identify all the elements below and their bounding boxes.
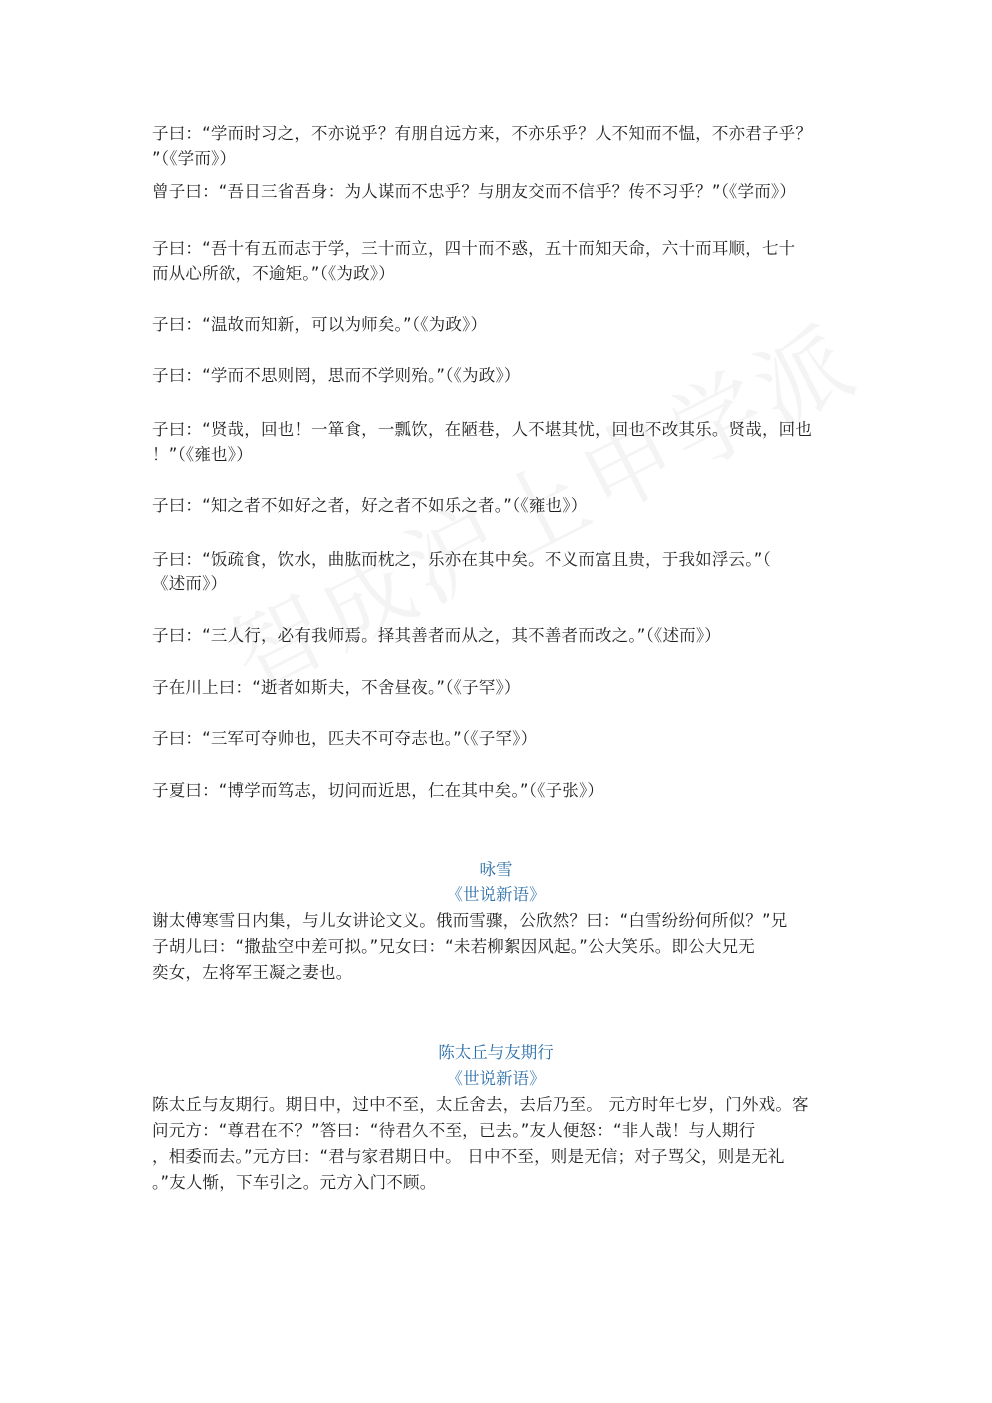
yongxue-title: 咏雪 — [479, 860, 513, 879]
quote-8-line-1: 子曰：“饭疏食，饮水，曲肱而枕之，乐亦在其中矣。不义而富且贵，于我如浮云。”（ — [152, 550, 771, 569]
yongxue-line-1: 谢太傅寒雪日内集，与儿女讲论文义。俄而雪骤，公欣然？曰：“白雪纷纷何所似？”兄 — [152, 911, 788, 930]
quote-10-line-1: 子在川上曰：“逝者如斯夫，不舍昼夜。”（《子罕》） — [152, 678, 521, 697]
quote-7-line-1: 子曰：“知之者不如好之者，好之者不如乐之者。”（《雍也》） — [152, 496, 588, 515]
chentaiqiu-source: 《世说新语》 — [446, 1069, 546, 1088]
quote-6-line-2: ！”（《雍也》） — [152, 445, 253, 464]
yongxue-line-3: 奕女，左将军王凝之妻也。 — [152, 963, 353, 982]
quote-12-line-1: 子夏曰：“博学而笃志，切问而近思，仁在其中矣。”（《子张》） — [152, 781, 605, 800]
quote-3-line-2: 而从心所欲，不逾矩。”（《为政》） — [152, 264, 395, 283]
chentaiqiu-line-1: 陈太丘与友期行。期日中，过中不至，太丘舍去，去后乃至。 元方时年七岁，门外戏。客 — [152, 1095, 809, 1114]
quote-11-line-1: 子曰：“三军可夺帅也，匹夫不可夺志也。”（《子罕》） — [152, 729, 538, 748]
yongxue-source: 《世说新语》 — [446, 885, 546, 904]
quote-4-line-1: 子曰：“温故而知新，可以为师矣。”（《为政》） — [152, 315, 488, 334]
chentaiqiu-line-2: 问元方：“尊君在不？”答曰：“待君久不至，已去。”友人便怒：“非人哉！与人期行 — [152, 1121, 756, 1140]
quote-5-line-1: 子曰：“学而不思则罔，思而不学则殆。”（《为政》） — [152, 366, 521, 385]
chentaiqiu-line-4: 。”友人惭，下车引之。元方入门不顾。 — [152, 1173, 437, 1192]
quote-9-line-1: 子曰：“三人行，必有我师焉。择其善者而从之，其不善者而改之。”（《述而》） — [152, 626, 721, 645]
quote-1-line-1: 子曰：“学而时习之，不亦说乎？有朋自远方来，不亦乐乎？人不知而不愠，不亦君子乎？ — [152, 124, 813, 143]
chentaiqiu-line-3: ，相委而去。”元方曰：“君与家君期日中。 日中不至，则是无信；对子骂父，则是无礼 — [152, 1147, 785, 1166]
chentaiqiu-title: 陈太丘与友期行 — [438, 1043, 554, 1062]
yongxue-line-2: 子胡儿曰：“撒盐空中差可拟。”兄女曰：“未若柳絮因风起。”公大笑乐。即公大兄无 — [152, 937, 755, 956]
quote-8-line-2: 《述而》） — [152, 574, 228, 593]
quote-3-line-1: 子曰：“吾十有五而志于学，三十而立，四十而不惑，五十而知天命，六十而耳顺，七十 — [152, 239, 796, 258]
quote-6-line-1: 子曰：“贤哉，回也！一箪食，一瓢饮，在陋巷，人不堪其忧，回也不改其乐。贤哉，回也 — [152, 420, 813, 439]
quote-2-line-1: 曾子曰：“吾日三省吾身：为人谋而不忠乎？与朋友交而不信乎？传不习乎？”（《学而》） — [152, 182, 797, 201]
quote-1-line-2: ”（《学而》） — [152, 149, 237, 168]
